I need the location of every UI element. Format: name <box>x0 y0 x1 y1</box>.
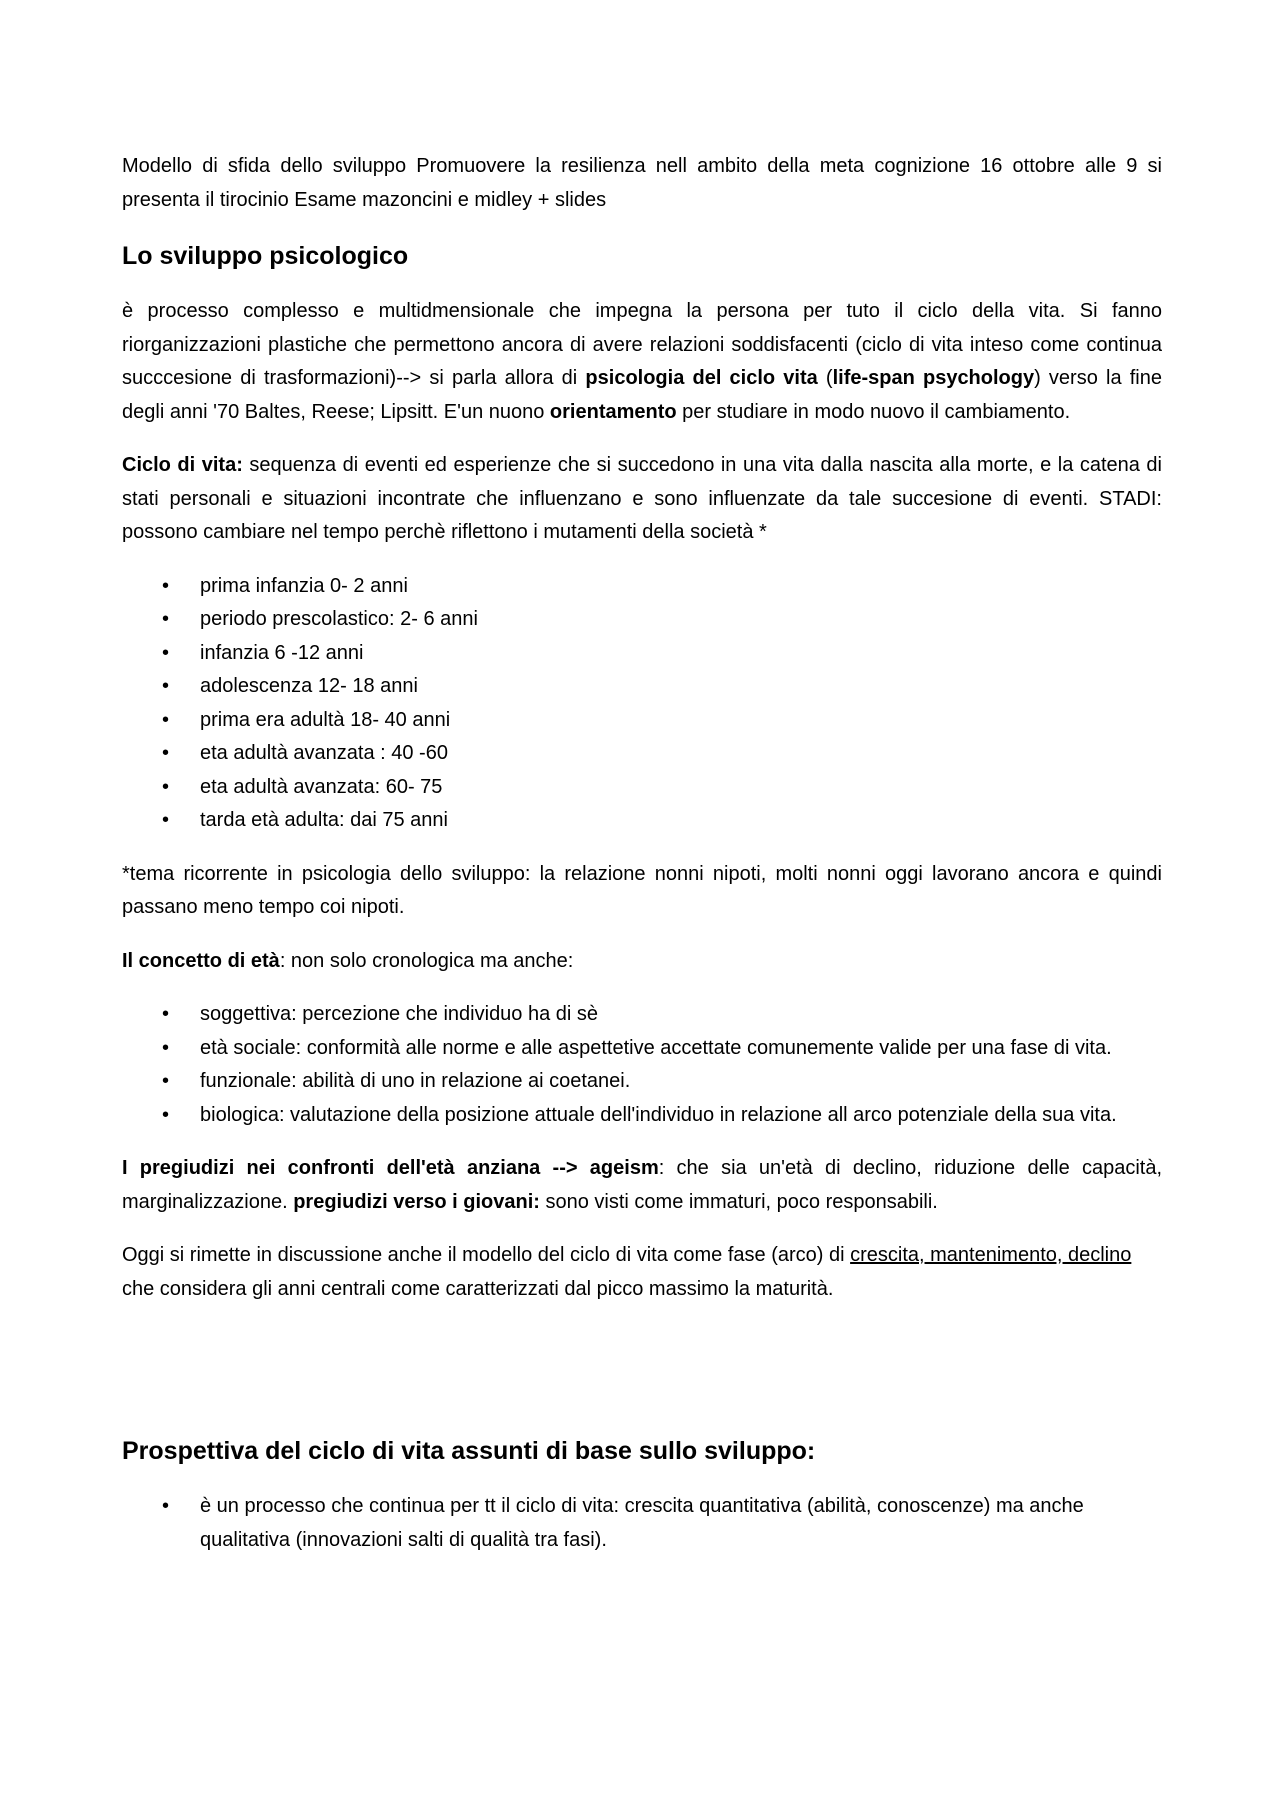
bullet-icon: • <box>162 641 170 664</box>
bullet-icon: • <box>162 1495 170 1517</box>
list-item: • soggettiva: percezione che individuo ha di sè <box>122 998 1162 1032</box>
list-item: • periodo prescolastico: 2- 6 anni <box>122 603 1162 637</box>
bullet-icon: • <box>162 675 170 697</box>
bullet-icon: • <box>162 1103 170 1126</box>
paragraph-concetto-eta: Il concetto di età: non solo cronologica ma anche: <box>122 949 574 972</box>
bullet-icon: • <box>162 708 170 731</box>
stages-list <box>122 570 1162 838</box>
list-item: • infanzia 6 -12 anni <box>122 637 1162 671</box>
list-item: • tarda età adulta: dai 75 anni <box>122 804 1162 838</box>
list-item: • eta adultà avanzata : 40 -60 <box>122 737 1162 771</box>
list-item: • adolescenza 12- 18 anni <box>122 670 1162 704</box>
bullet-icon: • <box>162 1003 170 1025</box>
section-heading-sviluppo: Lo sviluppo psicologico <box>122 242 409 270</box>
paragraph-sviluppo-psicologico: è processo complesso e multidmensionale che impegna la persona per tuto il ciclo della vita. Si fanno riorganizzazioni plastiche che permettono ancora di avere relazioni soddisfacenti (ciclo di vita inteso come continua succcesione di trasformazioni)--> si parla allora di psicologia del ciclo vita (life-span psychology) verso la fine degli anni '70 Baltes, Reese; Lipsitt. E'un nuono orientamento per studiare in modo nuovo il cambiamento. <box>122 300 1162 423</box>
paragraph-oggi: Oggi si rimette in discussione anche il modello del ciclo di vita come fase (arco) di crescita, mantenimento, declino che considera gli anni centrali come caratterizzati dal picco massimo la maturità. <box>122 1244 1132 1300</box>
document-body <box>122 150 1162 1577</box>
bullet-icon: • <box>162 775 170 798</box>
intro-paragraph: Modello di sfida dello sviluppo Promuovere la resilienza nell ambito della meta cognizione 16 ottobre alle 9 si presenta il tirocinio Esame mazoncini e midley + slides <box>122 155 1162 211</box>
list-item: • è un processo che continua per tt il ciclo di vita: crescita quantitativa (abilità, conoscenze) ma anche qualitativa (innovazioni salti di qualità tra fasi). <box>122 1490 1162 1557</box>
list-item: • eta adultà avanzata: 60- 75 <box>122 771 1162 805</box>
paragraph-note: *tema ricorrente in psicologia dello sviluppo: la relazione nonni nipoti, molti nonni oggi lavorano ancora e quindi passano meno tempo coi nipoti. <box>122 862 1162 918</box>
paragraph-ciclo-di-vita: Ciclo di vita: sequenza di eventi ed esperienze che si succedono in una vita dalla nascita alla morte, e la catena di stati personali e situazioni incontrate che influenzano e sono influenzate da tale succesione di eventi. STADI: possono cambiare nel tempo perchè riflettono i mutamenti della società * <box>122 454 1163 543</box>
list-item: • biologica: valutazione della posizione attuale dell'individuo in relazione all arco potenziale della sua vita. <box>122 1099 1162 1133</box>
bullet-icon: • <box>162 1036 170 1059</box>
list-item: • età sociale: conformità alle norme e alle aspettetive accettate comunemente valide per una fase di vita. <box>122 1032 1162 1066</box>
list-item: • funzionale: abilità di uno in relazione ai coetanei. <box>122 1065 1162 1099</box>
section-heading-prospettiva: Prospettiva del ciclo di vita assunti di base sullo sviluppo: <box>122 1437 816 1465</box>
age-types-list <box>122 998 1162 1132</box>
bullet-icon: • <box>162 1070 170 1092</box>
bullet-icon: • <box>162 574 170 597</box>
bullet-icon: • <box>162 742 170 764</box>
bullet-icon: • <box>162 809 170 831</box>
list-item: • prima infanzia 0- 2 anni <box>122 570 1162 604</box>
assumptions-list <box>122 1490 1162 1557</box>
bullet-icon: • <box>162 608 170 630</box>
paragraph-pregiudizi: I pregiudizi nei confronti dell'età anziana --> ageism: che sia un'età di declino, riduzione delle capacità, marginalizzazione. pregiudizi verso i giovani: sono visti come immaturi, poco responsabili. <box>122 1157 1162 1213</box>
list-item: • prima era adultà 18- 40 anni <box>122 704 1162 738</box>
